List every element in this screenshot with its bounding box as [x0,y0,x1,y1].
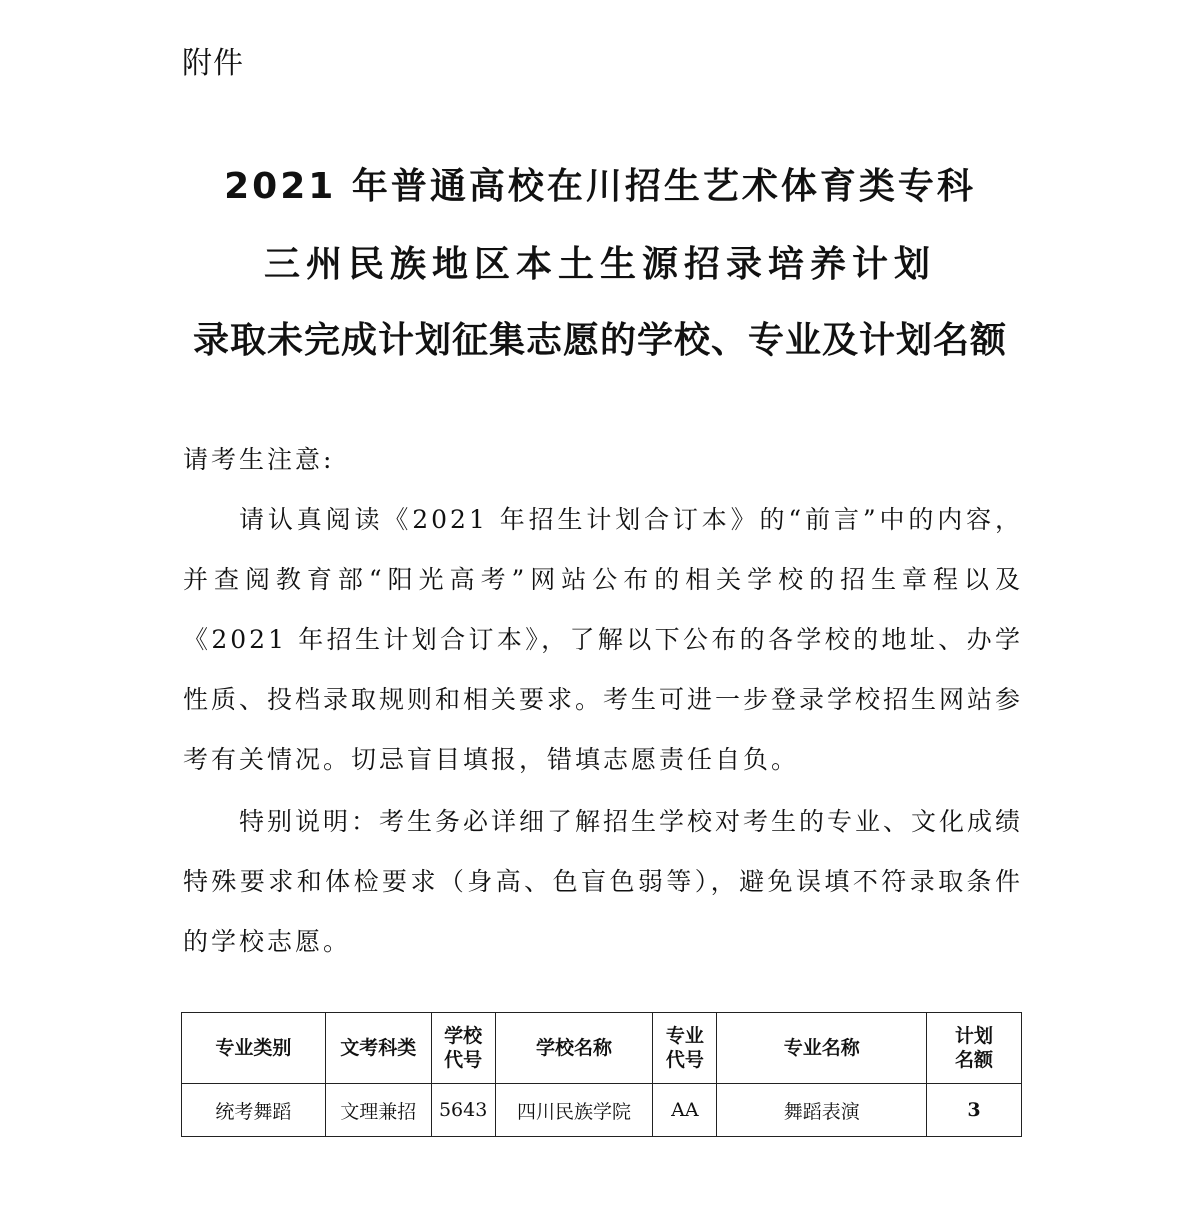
page-title-line-2: 三州民族地区本土生源招录培养计划 [263,244,936,285]
plan-table [181,1012,1022,1137]
header-major-name: 专业名称 [717,1013,927,1084]
header-plan-quota: 计划 名额 [927,1013,1022,1084]
cell-major-name: 舞蹈表演 [717,1084,927,1137]
notice-paragraph-2: 特别说明：考生务必详细了解招生学校对考生的专业、文化成绩特殊要求和体检要求（身高、色盲色弱等），避免误填不符录取条件的学校志愿。 [183,807,1024,956]
cell-school-code: 5643 [431,1084,495,1137]
page-title-line-3: 录取未完成计划征集志愿的学校、专业及计划名额 [192,320,1007,361]
header-major-category: 专业类别 [182,1013,326,1084]
attachment-label: 附件 [182,46,244,81]
table-row [182,1084,1022,1137]
cell-major-code: AA [653,1084,717,1137]
page-title-line-1: 2021 年普通高校在川招生艺术体育类专科 [224,166,976,207]
header-major-code: 专业 代号 [653,1013,717,1084]
header-school-name: 学校名称 [495,1013,653,1084]
header-school-code: 学校 代号 [431,1013,495,1084]
notice-heading: 请考生注意: [183,445,335,474]
cell-school-name: 四川民族学院 [495,1084,653,1137]
table-header-row [182,1013,1022,1084]
notice-paragraph-1: 请认真阅读《2021 年招生计划合订本》的“前言”中的内容，并查阅教育部“阳光高考”网站公布的相关学校的招生章程以及《2021 年招生计划合订本》，了解以下公布的各学校的地址、办学性质、投档录取规则和相关要求。考生可进一步登录学校招生网站参考有关情况。切忌盲目填报，错填志愿责任自负。 [183,505,1024,774]
cell-plan-quota: 3 [927,1084,1022,1137]
cell-major-category: 统考舞蹈 [182,1084,326,1137]
header-subject-type: 文考科类 [325,1013,431,1084]
cell-subject-type: 文理兼招 [325,1084,431,1137]
